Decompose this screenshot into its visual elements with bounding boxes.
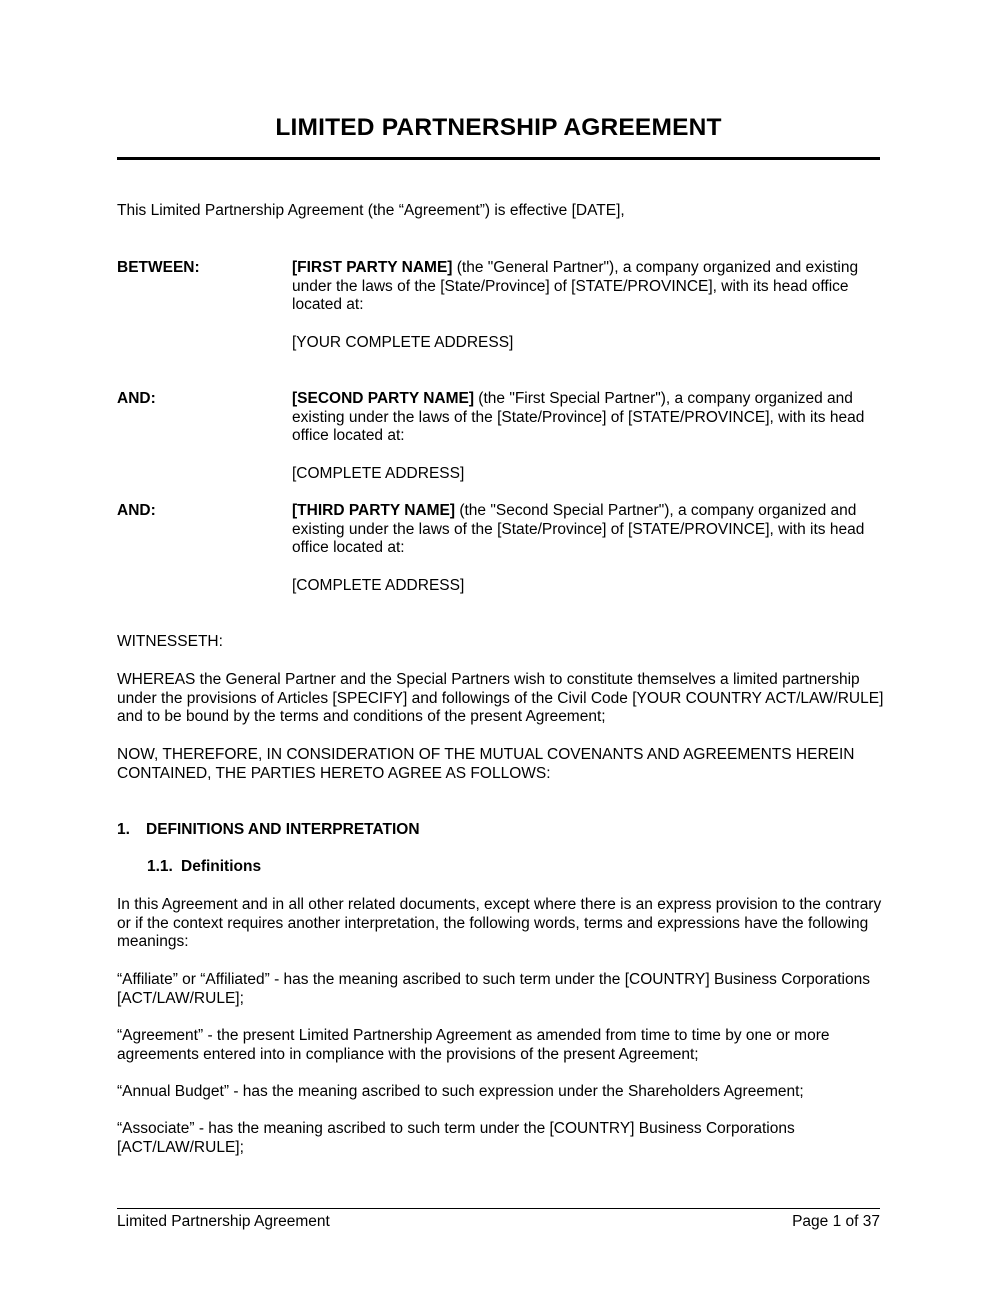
party-second-description (292, 390, 882, 446)
section-1-1-number: 1.1. (147, 858, 173, 875)
party-third-description (292, 502, 882, 558)
footer-page-number: Page 1 of 37 (792, 1213, 880, 1230)
footer-document-title: Limited Partnership Agreement (117, 1213, 330, 1230)
party-second-name: [SECOND PARTY NAME] (292, 390, 474, 407)
definition-annual-budget: “Annual Budget” - has the meaning ascribed to such expression under the Shareholders Agreement; (117, 1083, 804, 1100)
party-first-name: [FIRST PARTY NAME] (292, 259, 453, 276)
party-label-and-second: AND: (117, 390, 156, 407)
section-1-1-title: Definitions (181, 858, 262, 875)
footer-divider (117, 1208, 880, 1209)
party-second-address: [COMPLETE ADDRESS] (292, 465, 465, 482)
party-first-description (292, 259, 882, 315)
witnesseth: WITNESSETH: (117, 633, 223, 650)
now-therefore-paragraph: NOW, THEREFORE, IN CONSIDERATION OF THE MUTUAL COVENANTS AND AGREEMENTS HEREIN CONTAINED, THE PARTIES HERETO AGREE AS FOLLOWS: (117, 746, 855, 782)
section-1-1-heading (147, 858, 261, 877)
section-1-number: 1. (117, 821, 130, 838)
party-third-name: [THIRD PARTY NAME] (292, 502, 456, 519)
definition-associate: “Associate” - has the meaning ascribed to such term under the [COUNTRY] Business Corporations [ACT/LAW/RULE]; (117, 1120, 795, 1156)
party-third-address: [COMPLETE ADDRESS] (292, 577, 465, 594)
party-third-details: (the "Second Special Partner"), a company organized and existing under the laws of the [State/Province] of [STATE/PROVINCE], with its head office located at: (292, 502, 865, 556)
section-1-heading (117, 821, 420, 840)
definition-agreement: “Agreement” - the present Limited Partnership Agreement as amended from time to time by one or more agreements entered into in compliance with the provisions of the present Agreement; (117, 1027, 830, 1063)
whereas-paragraph: WHEREAS the General Partner and the Special Partners wish to constitute themselves a limited partnership under the provisions of Articles [SPECIFY] and followings of the Civil Code [YOUR COUNTRY ACT/LAW/RULE] and to be bound by the terms and conditions of the present Agreement; (117, 671, 884, 725)
intro-paragraph: This Limited Partnership Agreement (the “Agreement”) is effective [DATE], (117, 202, 625, 219)
party-second-details: (the "First Special Partner"), a company organized and existing under the laws of the [State/Province] of [STATE/PROVINCE], with its head office located at: (292, 390, 865, 444)
party-label-between: BETWEEN: (117, 259, 200, 276)
party-first-address: [YOUR COMPLETE ADDRESS] (292, 334, 514, 351)
section-1-title: DEFINITIONS AND INTERPRETATION (146, 821, 420, 838)
document-title: LIMITED PARTNERSHIP AGREEMENT (275, 114, 722, 141)
definitions-intro: In this Agreement and in all other related documents, except where there is an express provision to the contrary or if the context requires another interpretation, the following words, terms and expressions have the following meanings: (117, 896, 882, 950)
definition-affiliate: “Affiliate” or “Affiliated” - has the meaning ascribed to such term under the [COUNTRY] Business Corporations [ACT/LAW/RULE]; (117, 971, 870, 1007)
title-divider (117, 157, 880, 160)
party-label-and-third: AND: (117, 502, 156, 519)
party-first-details: (the "General Partner"), a company organized and existing under the laws of the [State/Province] of [STATE/PROVINCE], with its head office located at: (292, 259, 859, 313)
